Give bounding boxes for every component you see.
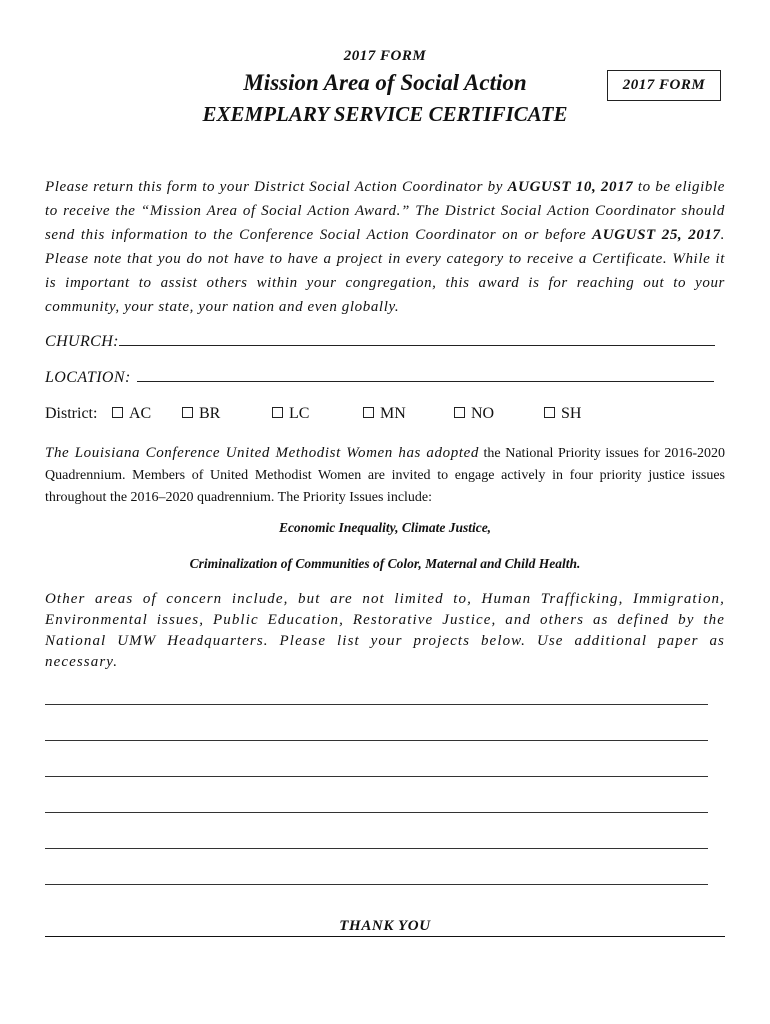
priority-paragraph bbox=[45, 442, 725, 509]
district-option-label: AC bbox=[129, 405, 152, 422]
intro-text-2: to be eligible to receive the “Mission Area of Social Action Award.” The District Social Action Coordinator should send this information to the Conference Social Action Coordinator on or before bbox=[45, 179, 725, 243]
district-option-ac[interactable] bbox=[112, 405, 151, 423]
district-option-label: MN bbox=[380, 405, 406, 422]
deadline-2: AUGUST 25, 2017 bbox=[592, 227, 721, 243]
intro-text-3: . Please note that you do not have to have a project in every category to receive a Certificate. While it is important to assist others within your congregation, this award is for reaching out to your community, your state, your nation and even globally. bbox=[45, 227, 725, 315]
district-option-label: NO bbox=[471, 405, 495, 422]
priority-text: the National Priority issues for 2016-2020 Quadrennium. Members of United Methodist Women are invited to engage actively in four priority justice issues throughout the 2016–2020 quadrennium. The Priority Issues include: bbox=[45, 446, 725, 505]
district-option-sh[interactable] bbox=[544, 405, 581, 423]
project-line[interactable] bbox=[45, 740, 708, 741]
project-line[interactable] bbox=[45, 812, 708, 813]
instructions-paragraph bbox=[45, 175, 725, 319]
deadline-1: AUGUST 10, 2017 bbox=[507, 179, 634, 195]
checkbox-icon[interactable] bbox=[363, 407, 374, 418]
project-line[interactable] bbox=[45, 848, 708, 849]
checkbox-icon[interactable] bbox=[544, 407, 555, 418]
district-option-no[interactable] bbox=[454, 405, 494, 423]
district-option-label: BR bbox=[199, 405, 221, 422]
checkbox-icon[interactable] bbox=[454, 407, 465, 418]
church-label: CHURCH: bbox=[45, 333, 119, 350]
location-field-row bbox=[45, 369, 714, 387]
form-year-label: 2017 FORM bbox=[343, 48, 427, 64]
district-option-br[interactable] bbox=[182, 405, 220, 423]
project-line[interactable] bbox=[45, 884, 708, 885]
priority-issues-line-1: Economic Inequality, Climate Justice, bbox=[278, 520, 492, 535]
priority-lead: The Louisiana Conference United Methodist Women has adopted bbox=[45, 445, 479, 461]
intro-text-1: Please return this form to your District Social Action Coordinator by bbox=[45, 179, 508, 195]
district-option-lc[interactable] bbox=[272, 405, 309, 423]
checkbox-icon[interactable] bbox=[272, 407, 283, 418]
checkbox-icon[interactable] bbox=[112, 407, 123, 418]
church-field[interactable] bbox=[119, 344, 715, 346]
project-line[interactable] bbox=[45, 704, 708, 705]
footer-rule bbox=[45, 936, 725, 937]
district-option-label: SH bbox=[561, 405, 582, 422]
priority-issues-line-2: Criminalization of Communities of Color, Maternal and Child Health. bbox=[189, 556, 581, 571]
checkbox-icon[interactable] bbox=[182, 407, 193, 418]
district-option-mn[interactable] bbox=[363, 405, 406, 423]
church-field-row bbox=[45, 333, 715, 351]
location-field[interactable] bbox=[137, 380, 714, 382]
thank-you-text: THANK YOU bbox=[339, 918, 431, 934]
page-title: Mission Area of Social Action bbox=[243, 70, 527, 95]
district-option-label: LC bbox=[289, 405, 310, 422]
project-line[interactable] bbox=[45, 776, 708, 777]
page-subtitle: EXEMPLARY SERVICE CERTIFICATE bbox=[202, 102, 568, 126]
form-year-box: 2017 FORM bbox=[607, 70, 721, 101]
district-label: District: bbox=[45, 405, 98, 422]
location-label: LOCATION: bbox=[45, 369, 131, 386]
other-areas-paragraph: Other areas of concern include, but are not limited to, Human Trafficking, Immigration, Environmental issues, Public Education, Restorative Justice, and others as defined by the National UMW Headquarters. Please list your projects below. Use additional paper as necessary. bbox=[45, 591, 725, 670]
